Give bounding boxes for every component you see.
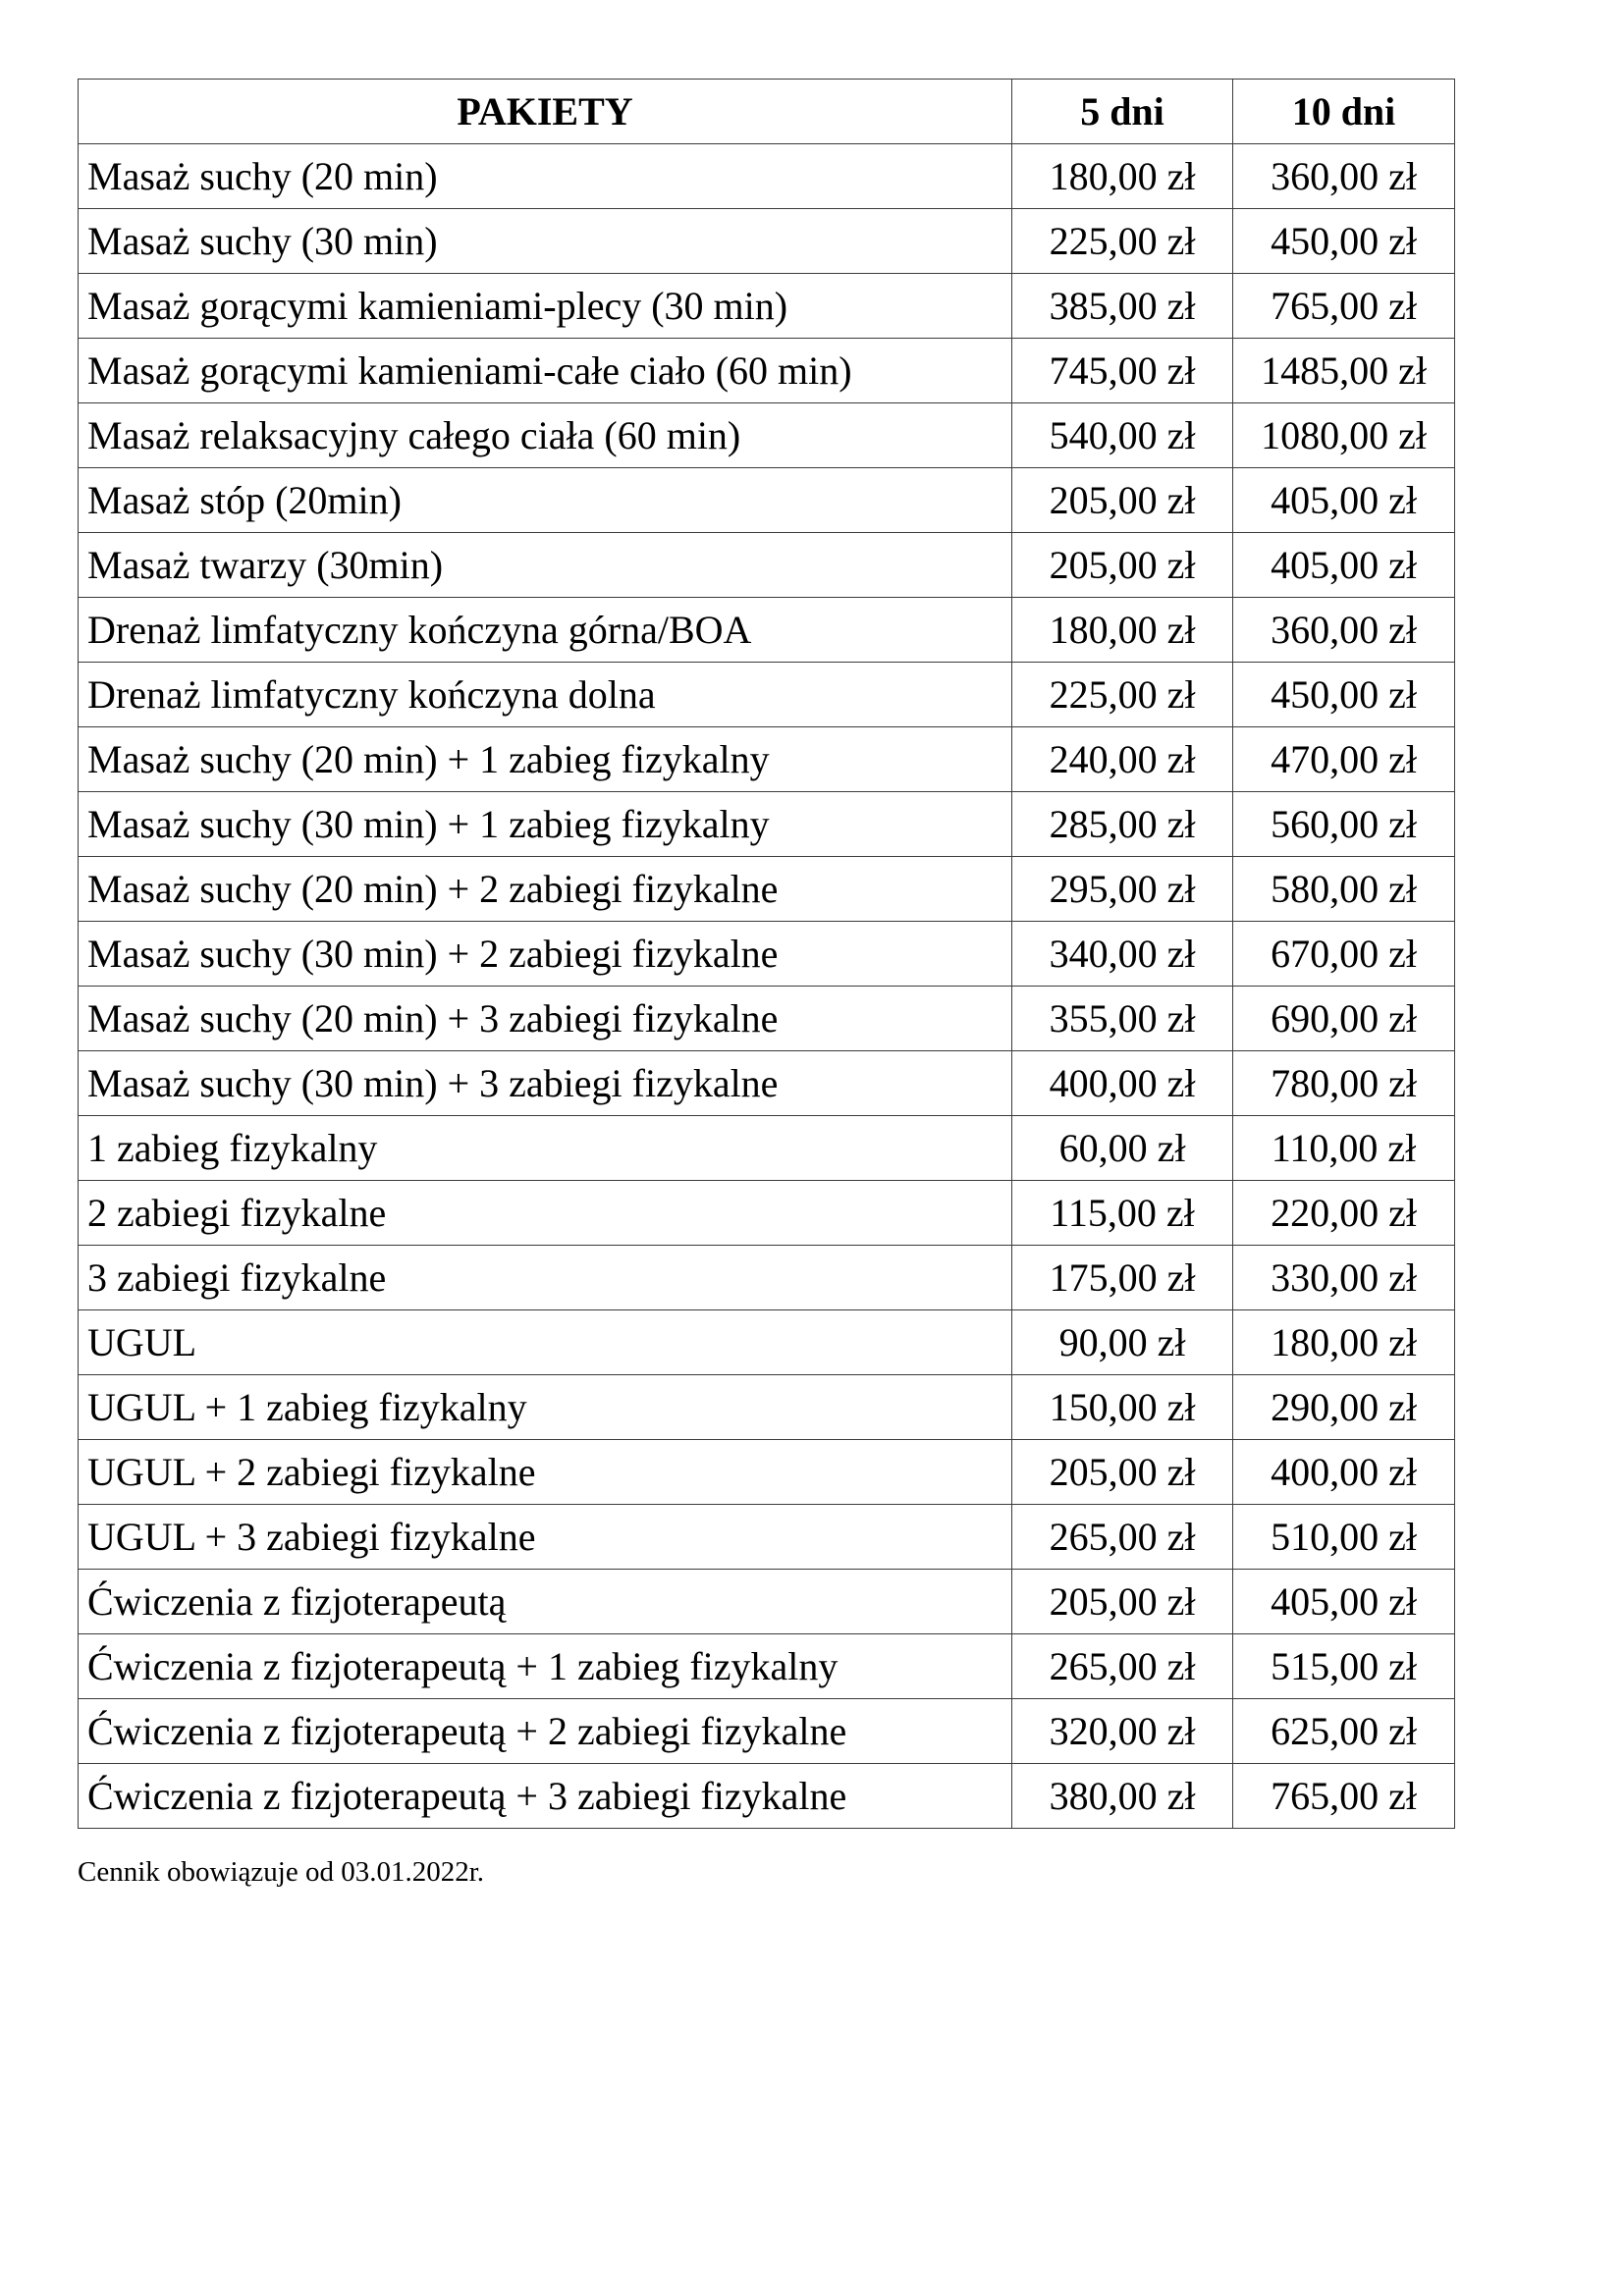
table-row (79, 922, 1455, 987)
price-10-days-cell: 405,00 zł (1233, 468, 1455, 533)
price-10-days-cell: 625,00 zł (1233, 1699, 1455, 1764)
header-packages: PAKIETY (79, 80, 1012, 144)
package-name-cell: Masaż gorącymi kamieniami-plecy (30 min) (79, 274, 1012, 339)
price-10-days-cell: 1485,00 zł (1233, 339, 1455, 403)
price-10-days-cell: 510,00 zł (1233, 1505, 1455, 1570)
price-10-days-cell: 780,00 zł (1233, 1051, 1455, 1116)
price-5-days-cell: 340,00 zł (1012, 922, 1233, 987)
price-5-days-cell: 175,00 zł (1012, 1246, 1233, 1310)
table-row (79, 144, 1455, 209)
validity-note: Cennik obowiązuje od 03.01.2022r. (78, 1856, 485, 1888)
table-row (79, 1310, 1455, 1375)
table-row (79, 1051, 1455, 1116)
package-name-cell: Ćwiczenia z fizjoterapeutą + 3 zabiegi fizykalne (79, 1764, 1012, 1829)
table-header (79, 80, 1455, 144)
table-row (79, 209, 1455, 274)
header-10-days: 10 dni (1233, 80, 1455, 144)
price-5-days-cell: 150,00 zł (1012, 1375, 1233, 1440)
header-row (79, 80, 1455, 144)
price-5-days-cell: 265,00 zł (1012, 1505, 1233, 1570)
table-row (79, 274, 1455, 339)
price-10-days-cell: 450,00 zł (1233, 663, 1455, 727)
price-10-days-cell: 330,00 zł (1233, 1246, 1455, 1310)
price-5-days-cell: 320,00 zł (1012, 1699, 1233, 1764)
table-body (79, 144, 1455, 1829)
price-10-days-cell: 110,00 zł (1233, 1116, 1455, 1181)
package-name-cell: Masaż suchy (20 min) + 3 zabiegi fizykalne (79, 987, 1012, 1051)
table-row (79, 403, 1455, 468)
table-row (79, 1764, 1455, 1829)
package-name-cell: Masaż suchy (30 min) + 3 zabiegi fizykalne (79, 1051, 1012, 1116)
package-name-cell: 1 zabieg fizykalny (79, 1116, 1012, 1181)
price-10-days-cell: 1080,00 zł (1233, 403, 1455, 468)
price-5-days-cell: 355,00 zł (1012, 987, 1233, 1051)
price-10-days-cell: 360,00 zł (1233, 144, 1455, 209)
price-5-days-cell: 225,00 zł (1012, 209, 1233, 274)
package-name-cell: Masaż suchy (30 min) + 2 zabiegi fizykalne (79, 922, 1012, 987)
table-row (79, 339, 1455, 403)
package-name-cell: Masaż suchy (30 min) + 1 zabieg fizykalny (79, 792, 1012, 857)
package-name-cell: Masaż relaksacyjny całego ciała (60 min) (79, 403, 1012, 468)
package-name-cell: Ćwiczenia z fizjoterapeutą + 1 zabieg fizykalny (79, 1634, 1012, 1699)
package-name-cell: Masaż twarzy (30min) (79, 533, 1012, 598)
table-row (79, 1375, 1455, 1440)
price-5-days-cell: 225,00 zł (1012, 663, 1233, 727)
table-row (79, 1246, 1455, 1310)
price-5-days-cell: 205,00 zł (1012, 1570, 1233, 1634)
price-10-days-cell: 670,00 zł (1233, 922, 1455, 987)
price-10-days-cell: 405,00 zł (1233, 1570, 1455, 1634)
price-10-days-cell: 405,00 zł (1233, 533, 1455, 598)
price-5-days-cell: 385,00 zł (1012, 274, 1233, 339)
package-name-cell: UGUL + 3 zabiegi fizykalne (79, 1505, 1012, 1570)
package-name-cell: Drenaż limfatyczny kończyna górna/BOA (79, 598, 1012, 663)
table-row (79, 1570, 1455, 1634)
package-name-cell: Ćwiczenia z fizjoterapeutą + 2 zabiegi fizykalne (79, 1699, 1012, 1764)
package-name-cell: 2 zabiegi fizykalne (79, 1181, 1012, 1246)
price-5-days-cell: 205,00 zł (1012, 468, 1233, 533)
package-name-cell: Drenaż limfatyczny kończyna dolna (79, 663, 1012, 727)
price-10-days-cell: 470,00 zł (1233, 727, 1455, 792)
price-5-days-cell: 285,00 zł (1012, 792, 1233, 857)
table-row (79, 533, 1455, 598)
price-5-days-cell: 265,00 zł (1012, 1634, 1233, 1699)
price-10-days-cell: 560,00 zł (1233, 792, 1455, 857)
price-10-days-cell: 360,00 zł (1233, 598, 1455, 663)
price-10-days-cell: 290,00 zł (1233, 1375, 1455, 1440)
price-5-days-cell: 240,00 zł (1012, 727, 1233, 792)
table-row (79, 857, 1455, 922)
price-5-days-cell: 540,00 zł (1012, 403, 1233, 468)
package-name-cell: Masaż gorącymi kamieniami-całe ciało (60 min) (79, 339, 1012, 403)
price-10-days-cell: 765,00 zł (1233, 274, 1455, 339)
table-row (79, 727, 1455, 792)
price-table (78, 79, 1455, 1829)
package-name-cell: UGUL + 2 zabiegi fizykalne (79, 1440, 1012, 1505)
package-name-cell: Masaż suchy (20 min) (79, 144, 1012, 209)
package-name-cell: UGUL (79, 1310, 1012, 1375)
table-row (79, 1699, 1455, 1764)
package-name-cell: Masaż suchy (20 min) + 2 zabiegi fizykalne (79, 857, 1012, 922)
table-row (79, 1440, 1455, 1505)
table-row (79, 1116, 1455, 1181)
price-10-days-cell: 690,00 zł (1233, 987, 1455, 1051)
price-10-days-cell: 400,00 zł (1233, 1440, 1455, 1505)
package-name-cell: UGUL + 1 zabieg fizykalny (79, 1375, 1012, 1440)
price-5-days-cell: 295,00 zł (1012, 857, 1233, 922)
table-row (79, 663, 1455, 727)
package-name-cell: Masaż suchy (20 min) + 1 zabieg fizykalny (79, 727, 1012, 792)
package-name-cell: Ćwiczenia z fizjoterapeutą (79, 1570, 1012, 1634)
header-5-days: 5 dni (1012, 80, 1233, 144)
price-5-days-cell: 745,00 zł (1012, 339, 1233, 403)
package-name-cell: Masaż suchy (30 min) (79, 209, 1012, 274)
price-10-days-cell: 180,00 zł (1233, 1310, 1455, 1375)
price-10-days-cell: 515,00 zł (1233, 1634, 1455, 1699)
table-row (79, 598, 1455, 663)
table-row (79, 1505, 1455, 1570)
price-5-days-cell: 180,00 zł (1012, 144, 1233, 209)
package-name-cell: 3 zabiegi fizykalne (79, 1246, 1012, 1310)
package-name-cell: Masaż stóp (20min) (79, 468, 1012, 533)
table-row (79, 468, 1455, 533)
price-5-days-cell: 180,00 zł (1012, 598, 1233, 663)
price-5-days-cell: 115,00 zł (1012, 1181, 1233, 1246)
price-10-days-cell: 220,00 zł (1233, 1181, 1455, 1246)
price-5-days-cell: 205,00 zł (1012, 533, 1233, 598)
price-5-days-cell: 205,00 zł (1012, 1440, 1233, 1505)
table-row (79, 1634, 1455, 1699)
table-row (79, 1181, 1455, 1246)
price-5-days-cell: 400,00 zł (1012, 1051, 1233, 1116)
price-5-days-cell: 60,00 zł (1012, 1116, 1233, 1181)
table-row (79, 792, 1455, 857)
price-5-days-cell: 380,00 zł (1012, 1764, 1233, 1829)
price-10-days-cell: 765,00 zł (1233, 1764, 1455, 1829)
price-10-days-cell: 450,00 zł (1233, 209, 1455, 274)
price-10-days-cell: 580,00 zł (1233, 857, 1455, 922)
price-5-days-cell: 90,00 zł (1012, 1310, 1233, 1375)
table-row (79, 987, 1455, 1051)
